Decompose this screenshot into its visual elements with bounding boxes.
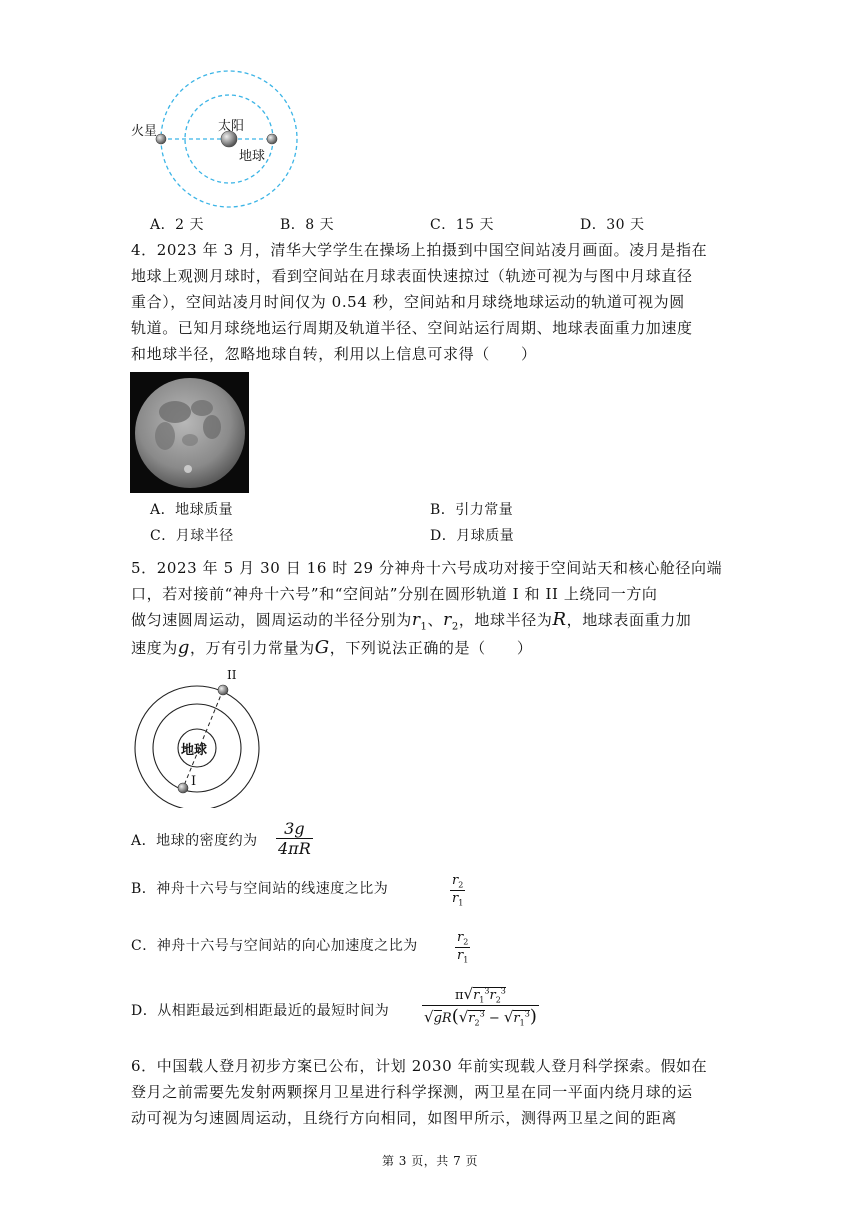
earth-label: 地球 [239, 149, 266, 164]
formula-denominator: 4πR [278, 839, 311, 858]
formula-numerator: $r_2$ [457, 930, 469, 947]
q5-line-4-part-c: ，下列说法正确的是（ ） [329, 639, 533, 657]
r2-symbol: $r_2$ [443, 610, 459, 633]
q4-line-1: 4．2023 年 3 月，清华大学学生在操场上拍摄到中国空间站凌月画面。凌月是指在 [131, 241, 708, 259]
q5-line-3 [131, 610, 691, 637]
q4-option-b: B．引力常量 [430, 502, 514, 518]
formula-numerator: $r_2$ [452, 873, 464, 890]
sun-label: 太阳 [218, 119, 245, 134]
q5-line-3-part-b: 、 [427, 611, 444, 629]
mars-earth-orbit-figure [125, 70, 315, 210]
earth-center-label: 地球 [181, 743, 208, 758]
moon-image [130, 372, 249, 493]
q5-line-1: 5．2023 年 5 月 30 日 16 时 29 分神舟十六号成功对接于空间站天和核心舱径向端 [131, 559, 723, 577]
q5-line-3-part-a: 做匀速圆周运动，圆周运动的半径分别为 [131, 611, 412, 629]
q3-option-c: C．15 天 [430, 217, 494, 233]
q5-line-2: 口，若对接前“神舟十六号”和“空间站”分别在圆形轨道 I 和 II 上绕同一方向 [131, 585, 658, 603]
G-symbol: G [314, 637, 330, 658]
q4-line-3: 重合），空间站凌月时间仅为 0.54 秒，空间站和月球绕地球运动的轨道可视为圆 [131, 293, 685, 311]
q4-line-4: 轨道。已知月球绕地运行周期及轨道半径、空间站运行周期、地球表面重力加速度 [131, 319, 693, 337]
q5-option-c [131, 936, 418, 956]
q4-option-a: A．地球质量 [150, 502, 234, 518]
q5-option-c-text: C．神舟十六号与空间站的向心加速度之比为 [131, 938, 418, 954]
q5-line-3-part-d: ，地球表面重力加 [566, 611, 692, 629]
q4-option-c: C．月球半径 [150, 528, 234, 544]
mars-label: 火星 [131, 124, 158, 139]
earth-orbit-figure [130, 668, 265, 808]
orbit-2-label: II [227, 668, 237, 682]
q5-option-d-text: D．从相距最远到相距最近的最短时间为 [131, 1003, 390, 1019]
q4-option-d: D．月球质量 [430, 528, 515, 544]
q5-option-a-text: A．地球的密度约为 [131, 833, 258, 849]
q5-option-a [131, 831, 258, 851]
q5-option-b-text: B．神舟十六号与空间站的线速度之比为 [131, 881, 389, 897]
moon-photo [130, 372, 249, 493]
formula-denominator: $r_1$ [452, 890, 464, 908]
formula-denominator: $r_1$ [457, 947, 469, 965]
page-footer: 第 3 页，共 7 页 [381, 1154, 479, 1168]
r1-symbol: $r_1$ [411, 610, 428, 633]
g-symbol: g [177, 637, 190, 658]
q6-line-2: 登月之前需要先发射两颗探月卫星进行科学探测，两卫星在同一平面内绕月球的运 [131, 1083, 693, 1101]
earth-orbit-diagram [130, 668, 265, 808]
formula-numerator: 3g [284, 819, 305, 838]
q6-line-3: 动可视为匀速圆周运动，且绕行方向相同，如图甲所示，测得两卫星之间的距离 [131, 1109, 678, 1127]
velocity-ratio-formula [450, 873, 465, 907]
formula-denominator: $√gR(√r_2^3 - √r_1^3)$ [424, 1005, 537, 1028]
q6-line-1: 6．中国载人登月初步方案已公布，计划 2030 年前实现载人登月科学探索。假如在 [131, 1057, 708, 1075]
q3-option-a: A．2 天 [150, 217, 204, 233]
density-formula [276, 819, 313, 858]
q5-line-4-part-a: 速度为 [131, 639, 178, 657]
q5-option-b [131, 879, 388, 899]
time-formula [422, 985, 539, 1027]
r-symbol: R [552, 609, 567, 630]
q5-line-4-part-b: ，万有引力常量为 [189, 639, 315, 657]
q3-option-b: B．8 天 [280, 217, 335, 233]
acceleration-ratio-formula [455, 930, 470, 964]
q5-line-4 [131, 638, 533, 658]
q5-line-3-part-c: ，地球半径为 [458, 611, 553, 629]
q4-line-5: 和地球半径，忽略地球自转，利用以上信息可求得（ ） [131, 345, 537, 363]
q4-line-2: 地球上观测月球时，看到空间站在月球表面快速掠过（轨迹可视为与图中月球直径 [131, 267, 693, 285]
orbit-diagram [125, 70, 315, 210]
orbit-1-label: I [191, 774, 197, 789]
formula-numerator: $\pi√r_1^3r_2^3$ [454, 985, 506, 1005]
q3-option-d: D．30 天 [580, 217, 645, 233]
q5-option-d [131, 1001, 389, 1021]
